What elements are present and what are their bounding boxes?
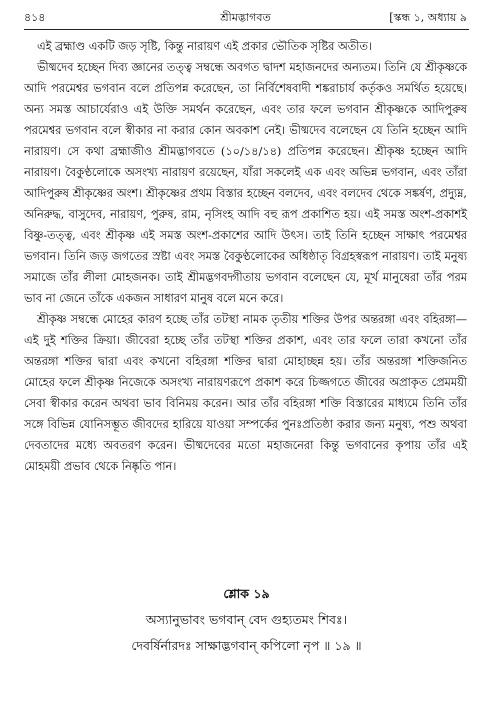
paragraph-2: ভীষ্মদেব হচ্ছেন দিব্য জ্ঞানের তত্ত্ব সম্বন্ধে অবগত দ্বাদশ মহাজনদের অন্যতম। তিনি যে শ্রীকৃষ্ণকে আদি পরমেশ্বর ভগবান বলে প্রতিপন্ন করেছেন, তা নির্বিশেষবাদী শঙ্করাচার্য কর্তৃকও সমর্থিত হয়েছে। অন্য সমস্ত আচার্যেরাও এই উক্তি সমর্থন করেছেন, এবং তার ফলে ভগবান শ্রীকৃষ্ণকে আদিপুরুষ পরমেশ্বর ভগবান বলে স্বীকার না করার কোন অবকাশ নেই। ভীষ্মদেব বলেছেন যে তিনি হচ্ছেন আদি নারায়ণ। সে কথা ব্রহ্মাজীও শ্রীমদ্ভাগবতে (১০/১৪/১৪) প্রতিপন্ন করেছেন। শ্রীকৃষ্ণ হচ্ছেন আদি নারায়ণ। বৈকুণ্ঠলোকে অসংখ্য নারায়ণ রয়েছেন, যাঁরা সকলেই এক এবং অভিন্ন ভগবান, এবং তাঁরা আদিপুরুষ শ্রীকৃষ্ণের অংশ। শ্রীকৃষ্ণের প্রথম বিস্তার হচ্ছেন বলদেব, এবং বলদেব থেকে সঙ্কর্ষণ, প্রদ্যুম্ন, অনিরুদ্ধ, বাসুদেব, নারায়ণ, পুরুষ, রাম, নৃসিংহ আদি বহু রূপ প্রকাশিত হয়। এই সমস্ত অংশ-প্রকাশই বিষ্ণু-তত্ত্ব, এবং শ্রীকৃষ্ণ এই সমস্ত অংশ-প্রকাশের আদি উৎস। তাই তিনি হচ্ছেন সাক্ষাৎ পরমেশ্বর ভগবান। তিনি জড় জগতের স্রষ্টা এবং সমস্ত বৈকুণ্ঠলোকের অধিষ্ঠাতৃ বিগ্রহস্বরূপ নারায়ণ। তাই মনুষ্য সমাজে তাঁর লীলা মোহজনক। তাই শ্রীমদ্ভগবদ্গীতায় ভগবান বলেছেন যে, মূর্খ মানুষেরা তাঁর পরম ভাব না জেনে তাঁকে একজন সাধারণ মানুষ বলে মনে করে। [24,61,467,305]
page-body [24,36,467,477]
verse-title: শ্লোক ১৯ [223,586,270,601]
header-rule [24,29,469,30]
chapter-reference: [স্কন্ধ ১, অধ্যায় ৯ [389,11,467,24]
page-number: ৪১৪ [24,11,46,24]
page-header [24,9,467,27]
running-title: শ্রীমদ্ভাগবত [220,11,271,24]
verse-line-2: দেবর্ষির্নারদঃ সাক্ষাদ্ভগবান্ কপিলো নৃপ ॥ ১৯ ॥ [131,638,362,653]
paragraph-1: এই ব্রহ্মাণ্ড একটি জড় সৃষ্টি, কিন্তু নারায়ণ এই প্রকার ভৌতিক সৃষ্টির অতীত। [37,40,372,53]
verse-line-1: অস্যানুভাবং ভগবান্ বেদ গুহ্যতমং শিবঃ। [145,612,348,627]
paragraph-3: শ্রীকৃষ্ণ সম্বন্ধে মোহের কারণ হচ্ছে তাঁর তটস্থা নামক তৃতীয় শক্তির উপর অন্তরঙ্গা এবং বহিরঙ্গা—এই দুই শক্তির ক্রিয়া। জীবেরা হচ্ছে তাঁর তটস্থা শক্তির প্রকাশ, এবং তার ফলে তারা কখনো তাঁর অন্তরঙ্গা শক্তির দ্বারা এবং কখনো বহিরঙ্গা শক্তির দ্বারা মোহাচ্ছন্ন হয়। তাঁর অন্তরঙ্গা শক্তিজনিত মোহের ফলে শ্রীকৃষ্ণ নিজেকে অসংখ্য নারায়ণরূপে প্রকাশ করে চিজ্জগতে জীবের অপ্রাকৃত প্রেমময়ী সেবা স্বীকার করেন অথবা ভাব বিনিময় করেন। আর তাঁর বহিরঙ্গা শক্তি বিস্তারের মাধ্যমে তিনি তাঁর সঙ্গে বিভিন্ন যোনিসম্ভূত জীবদের হারিয়ে যাওয়া সম্পর্কের পুনঃপ্রতিষ্ঠা করার জন্য মনুষ্য, পশু অথবা দেবতাদের মধ্যে অবতরণ করেন। ভীষ্মদেবের মতো মহাজনেরা কিন্তু ভগবানের কৃপায় তাঁর এই মোহময়ী প্রভাব থেকে নিষ্কৃতি পান। [24,313,467,473]
